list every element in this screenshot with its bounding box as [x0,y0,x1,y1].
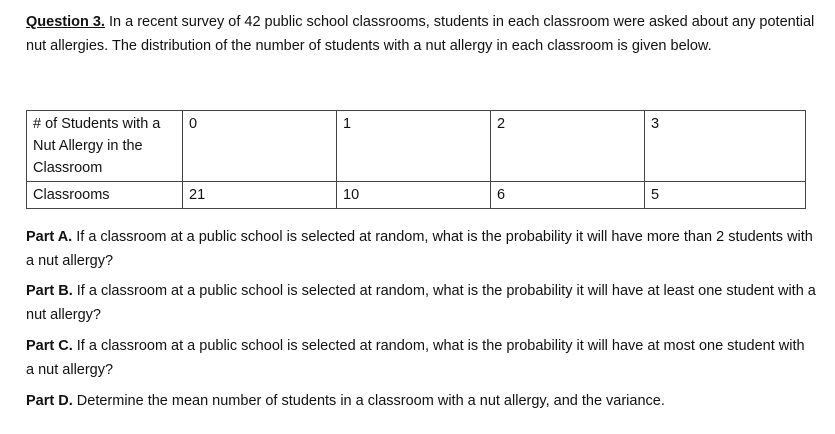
part-d [26,389,816,413]
row-header: # of Students with a Nut Allergy in the Classroom [27,111,183,182]
table-cell: 3 [645,111,806,182]
part-text: If a classroom at a public school is selected at random, what is the probability it will have more than 2 students with a nut allergy? [26,229,813,269]
question-text [26,10,816,58]
part-label: Part C. [26,338,73,354]
table-cell: 2 [491,111,645,182]
table-cell: 21 [183,182,337,209]
part-text: Determine the mean number of students in a classroom with a nut allergy, and the variance. [72,393,665,409]
part-label: Part D. [26,393,73,409]
part-label: Part A. [26,229,73,245]
table-cell: 5 [645,182,806,209]
allergy-distribution-table [26,110,806,209]
part-label: Part B. [26,283,73,299]
table-cell: 0 [183,111,337,182]
table-cell: 1 [337,111,491,182]
part-b [26,279,816,327]
row-header: Classrooms [27,182,183,209]
table-cell: 6 [491,182,645,209]
part-c [26,334,816,382]
part-a [26,225,816,273]
table-row [27,182,806,209]
part-text: If a classroom at a public school is selected at random, what is the probability it will have at most one student with a nut allergy? [26,338,805,378]
table-cell: 10 [337,182,491,209]
question-label: Question 3. [26,14,105,30]
part-text: If a classroom at a public school is selected at random, what is the probability it will have at least one student with a nut allergy? [26,283,816,323]
question-body: In a recent survey of 42 public school classrooms, students in each classroom were asked about any potential nut allergies. The distribution of the number of students with a nut allergy in each classroom is given below. [26,14,815,54]
table-row [27,111,806,182]
